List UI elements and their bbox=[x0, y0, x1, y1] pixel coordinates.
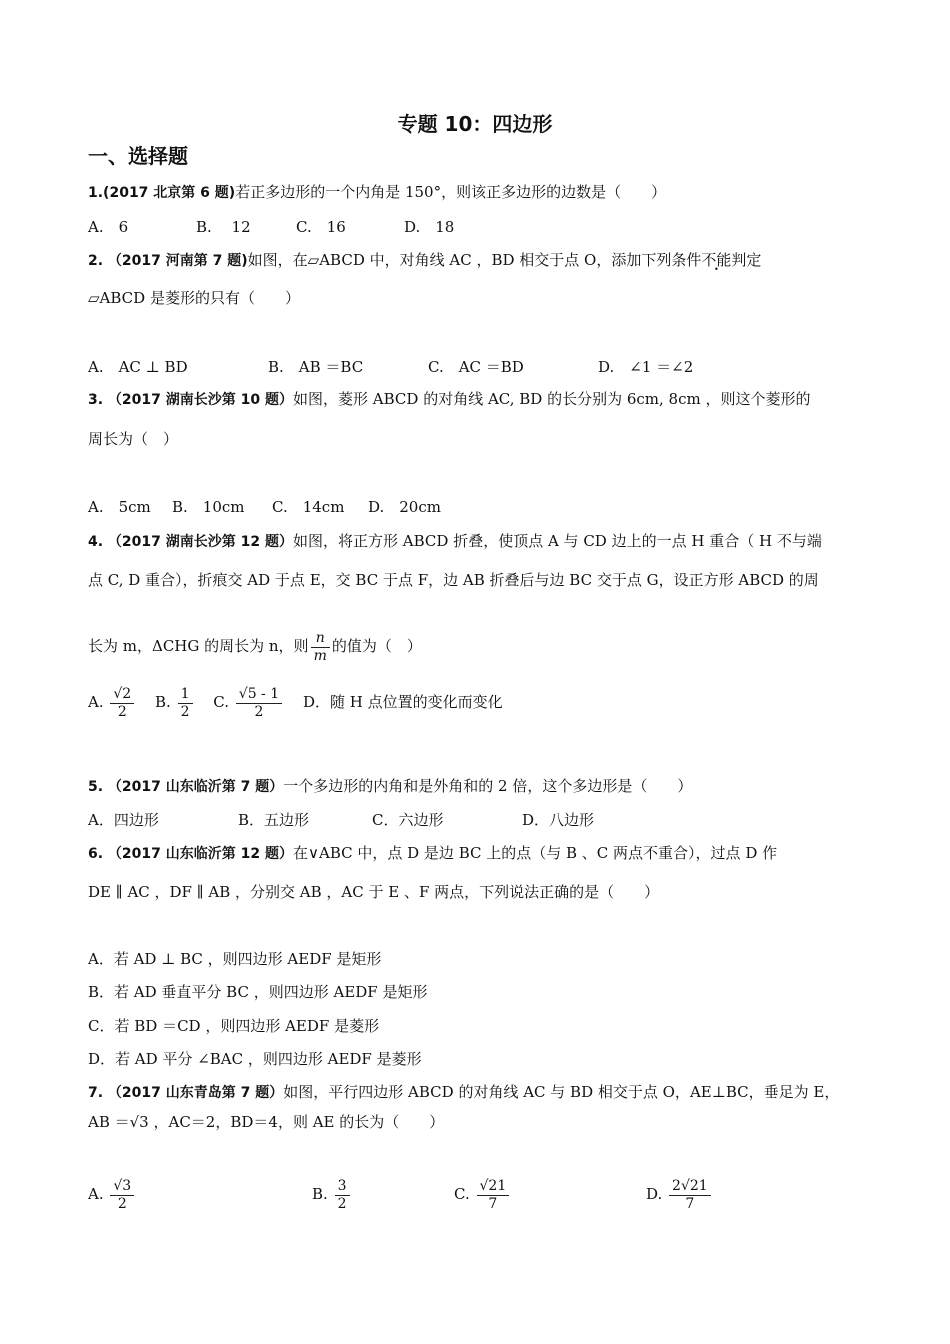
question-5 bbox=[88, 776, 692, 797]
question-4-option-d: D．随 H 点位置的变化而变化 bbox=[302, 693, 503, 711]
question-4-label: 4. （2017 湖南长沙第 12 题） bbox=[88, 534, 294, 550]
question-7-label: 7. （2017 山东青岛第 7 题） bbox=[88, 1085, 284, 1101]
question-1 bbox=[88, 182, 666, 203]
option-a-numerator: √2 bbox=[110, 686, 134, 704]
question-5-text: 一个多边形的内角和是外角和的 2 倍，这个多边形是（ ） bbox=[283, 777, 693, 795]
question-3-option-d: D. 20cm bbox=[368, 498, 441, 516]
option-a-label: A. bbox=[88, 1185, 104, 1203]
question-6-option-b: B．若 AD 垂直平分 BC ，则四边形 AEDF 是矩形 bbox=[88, 983, 428, 1001]
question-3-label: 3. （2017 湖南长沙第 10 题） bbox=[88, 392, 294, 408]
question-4-options bbox=[88, 684, 503, 721]
question-6-option-a: A．若 AD ⊥ BC ，则四边形 AEDF 是矩形 bbox=[88, 950, 382, 968]
option-c-numerator: √21 bbox=[477, 1178, 510, 1196]
question-2-option-d: D. ∠1 ＝∠2 bbox=[598, 358, 694, 376]
question-7-line1: 如图，平行四边形 ABCD 的对角线 AC 与 BD 相交于点 O，AE⊥BC，垂足为 E， bbox=[283, 1083, 840, 1101]
question-1-option-b: B. 12 bbox=[196, 218, 251, 236]
question-5-option-d: D．八边形 bbox=[522, 811, 595, 829]
question-5-option-c: C．六边形 bbox=[372, 811, 444, 829]
question-7-option-b bbox=[312, 1176, 352, 1213]
fraction-numerator: n bbox=[311, 630, 330, 648]
question-2-option-b: B. AB ＝BC bbox=[268, 358, 364, 376]
option-b-denominator: 2 bbox=[337, 1195, 347, 1212]
section-heading: 一、选择题 bbox=[88, 144, 188, 168]
option-b-numerator: 1 bbox=[178, 686, 193, 704]
option-d-numerator: 2√21 bbox=[669, 1178, 711, 1196]
option-a-denominator: 2 bbox=[117, 1195, 127, 1212]
question-4-option-c-label: C. bbox=[213, 693, 229, 711]
question-4-option-c bbox=[236, 686, 282, 721]
question-2-option-c: C. AC ＝BD bbox=[428, 358, 524, 376]
question-4-line3-end: 的值为（ ） bbox=[331, 637, 422, 655]
question-6-line2: DE ∥ AC ，DF ∥ AB ，分别交 AB ，AC 于 E 、F 两点，下列说法正确的是（ ） bbox=[88, 883, 660, 901]
question-2 bbox=[88, 250, 761, 271]
option-c-denominator: 7 bbox=[488, 1195, 498, 1212]
question-6-option-d: D．若 AD 平分 ∠BAC ，则四边形 AEDF 是菱形 bbox=[88, 1050, 422, 1068]
question-4 bbox=[88, 531, 822, 552]
option-b-numerator: 3 bbox=[335, 1178, 350, 1196]
question-2-line2: ▱ABCD 是菱形的只有（ ） bbox=[88, 289, 300, 307]
question-4-option-a bbox=[110, 686, 134, 721]
question-7-option-d bbox=[646, 1176, 713, 1213]
question-2-line1: 如图，在▱ABCD 中，对角线 AC ，BD 相交于点 O，添加下列条件 bbox=[247, 251, 702, 269]
question-2-emphasis: 不能 bbox=[701, 251, 732, 269]
option-b-denominator: 2 bbox=[180, 703, 190, 720]
question-7 bbox=[88, 1082, 839, 1103]
question-7-option-c bbox=[454, 1176, 511, 1213]
question-4-line3-text: 长为 m，ΔCHG 的周长为 n，则 bbox=[88, 637, 309, 655]
option-b-label: B. bbox=[312, 1185, 328, 1203]
question-3 bbox=[88, 389, 811, 410]
question-6 bbox=[88, 843, 777, 864]
option-c-denominator: 2 bbox=[254, 703, 264, 720]
question-1-text: 若正多边形的一个内角是 150°，则该正多边形的边数是（ ） bbox=[235, 183, 667, 201]
option-d-label: D. bbox=[646, 1185, 663, 1203]
question-3-line2: 周长为（ ） bbox=[88, 430, 179, 448]
option-d-denominator: 7 bbox=[685, 1195, 695, 1212]
question-4-line3 bbox=[88, 628, 422, 665]
question-3-option-a: A. 5cm bbox=[88, 498, 151, 516]
question-4-option-b-label: B. bbox=[155, 693, 171, 711]
option-c-label: C. bbox=[454, 1185, 470, 1203]
question-6-label: 6. （2017 山东临沂第 12 题） bbox=[88, 846, 294, 862]
question-5-label: 5. （2017 山东临沂第 7 题） bbox=[88, 779, 284, 795]
question-3-option-c: C. 14cm bbox=[272, 498, 345, 516]
question-1-option-d: D. 18 bbox=[404, 218, 455, 236]
option-c-numerator: √5 - 1 bbox=[236, 686, 282, 704]
question-4-line1: 如图，将正方形 ABCD 折叠，使顶点 A 与 CD 边上的一点 H 重合（ H 不与端 bbox=[293, 532, 822, 550]
question-6-line1: 在∨ABC 中，点 D 是边 BC 上的点（与 B 、C 两点不重合），过点 D 作 bbox=[293, 844, 778, 862]
option-a-denominator: 2 bbox=[117, 703, 127, 720]
question-2-label: 2. （2017 河南第 7 题) bbox=[88, 253, 248, 269]
question-3-option-b: B. 10cm bbox=[172, 498, 245, 516]
question-1-option-c: C. 16 bbox=[296, 218, 346, 236]
question-4-fraction bbox=[311, 630, 330, 665]
page-title: 专题 10：四边形 bbox=[397, 112, 553, 136]
question-4-option-a-label: A. bbox=[88, 693, 104, 711]
fraction-denominator: m bbox=[313, 647, 327, 664]
question-4-line2: 点 C, D 重合），折痕交 AD 于点 E，交 BC 于点 F，边 AB 折叠后与边 BC 交于点 G，设正方形 ABCD 的周 bbox=[88, 571, 819, 589]
question-3-line1: 如图，菱形 ABCD 的对角线 AC, BD 的长分别为 6cm, 8cm ，则这个菱形的 bbox=[293, 390, 811, 408]
question-1-option-a: A. 6 bbox=[88, 218, 129, 236]
question-4-option-b bbox=[178, 686, 193, 721]
question-7-line2: AB ＝√3 ，AC＝2，BD＝4，则 AE 的长为（ ） bbox=[88, 1113, 445, 1131]
question-6-option-c: C．若 BD ＝CD ，则四边形 AEDF 是菱形 bbox=[88, 1017, 380, 1035]
question-2-option-a: A. AC ⊥ BD bbox=[88, 358, 188, 376]
question-2-line1-end: 判定 bbox=[731, 251, 762, 269]
question-1-label: 1.(2017 北京第 6 题) bbox=[88, 185, 236, 201]
question-5-option-a: A．四边形 bbox=[88, 811, 159, 829]
question-7-option-a bbox=[88, 1176, 136, 1213]
option-a-numerator: √3 bbox=[110, 1178, 134, 1196]
question-5-option-b: B．五边形 bbox=[238, 811, 310, 829]
